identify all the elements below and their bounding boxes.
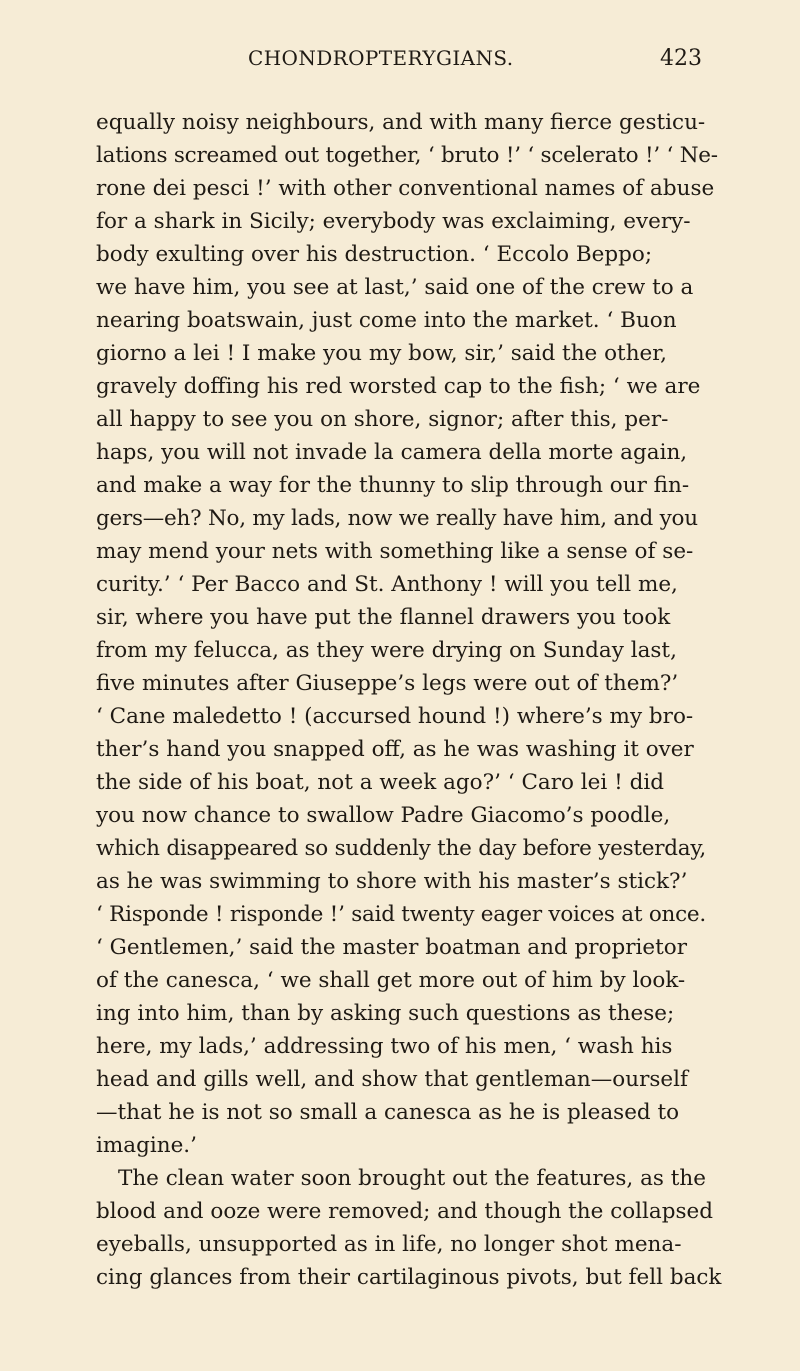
text-line: eyeballs, unsupported as in life, no longer shot mena- (96, 1232, 682, 1257)
text-line: which disappeared so suddenly the day before yesterday, (96, 836, 706, 861)
text-line: the side of his boat, not a week ago?’ ‘ Caro lei ! did (96, 770, 664, 795)
text-line: ‘ Gentlemen,’ said the master boatman and proprietor (96, 935, 687, 960)
text-line: here, my lads,’ addressing two of his men, ‘ wash his (96, 1034, 673, 1059)
text-line: gravely doffing his red worsted cap to the fish; ‘ we are (96, 374, 701, 399)
text-line: all happy to see you on shore, signor; after this, per- (96, 407, 669, 432)
text-line: rone dei pesci !’ with other conventional names of abuse (96, 176, 715, 201)
text-line: of the canesca, ‘ we shall get more out of him by look- (96, 968, 686, 993)
text-line: may mend your nets with something like a sense of se- (96, 539, 694, 564)
text-line: nearing boatswain, just come into the market. ‘ Buon (96, 308, 677, 333)
text-line: blood and ooze were removed; and though the collapsed (96, 1199, 714, 1224)
page-number: 423 (660, 46, 702, 71)
text-line: ther’s hand you snapped off, as he was washing it over (96, 737, 694, 762)
text-line: five minutes after Giuseppe’s legs were out of them?’ (96, 671, 679, 696)
text-line: sir, where you have put the flannel drawers you took (96, 605, 671, 630)
text-line: curity.’ ‘ Per Bacco and St. Anthony ! will you tell me, (96, 572, 678, 597)
text-line: and make a way for the thunny to slip through our fin- (96, 473, 690, 498)
text-line: for a shark in Sicily; everybody was exclaiming, every- (96, 209, 691, 234)
text-line: imagine.’ (96, 1133, 197, 1158)
text-line: haps, you will not invade la camera della morte again, (96, 440, 688, 465)
text-line: body exulting over his destruction. ‘ Eccolo Beppo; (96, 242, 653, 267)
body-text (96, 106, 722, 1294)
text-line: equally noisy neighbours, and with many fierce gesticu- (96, 110, 706, 135)
text-line: ‘ Risponde ! risponde !’ said twenty eager voices at once. (96, 902, 706, 927)
running-head (96, 46, 702, 78)
running-title: CHONDROPTERYGIANS. (248, 46, 514, 70)
text-line: we have him, you see at last,’ said one of the crew to a (96, 275, 694, 300)
text-line: ing into him, than by asking such questions as these; (96, 1001, 675, 1026)
text-line: as he was swimming to shore with his master’s stick?’ (96, 869, 688, 894)
text-line: ‘ Cane maledetto ! (accursed hound !) where’s my bro- (96, 704, 694, 729)
text-line: from my felucca, as they were drying on Sunday last, (96, 638, 677, 663)
paragraph-first-line: The clean water soon brought out the features, as the (118, 1166, 706, 1191)
text-line: lations screamed out together, ‘ bruto !’ ‘ scelerato !’ ‘ Ne- (96, 143, 718, 168)
text-line: —that he is not so small a canesca as he is pleased to (96, 1100, 680, 1125)
text-line: you now chance to swallow Padre Giacomo’s poodle, (96, 803, 671, 828)
text-line: head and gills well, and show that gentleman—ourself (96, 1067, 688, 1092)
text-line: giorno a lei ! I make you my bow, sir,’ said the other, (96, 341, 668, 366)
text-line: gers—eh? No, my lads, now we really have him, and you (96, 506, 698, 531)
text-line: cing glances from their cartilaginous pivots, but fell back (96, 1265, 722, 1290)
